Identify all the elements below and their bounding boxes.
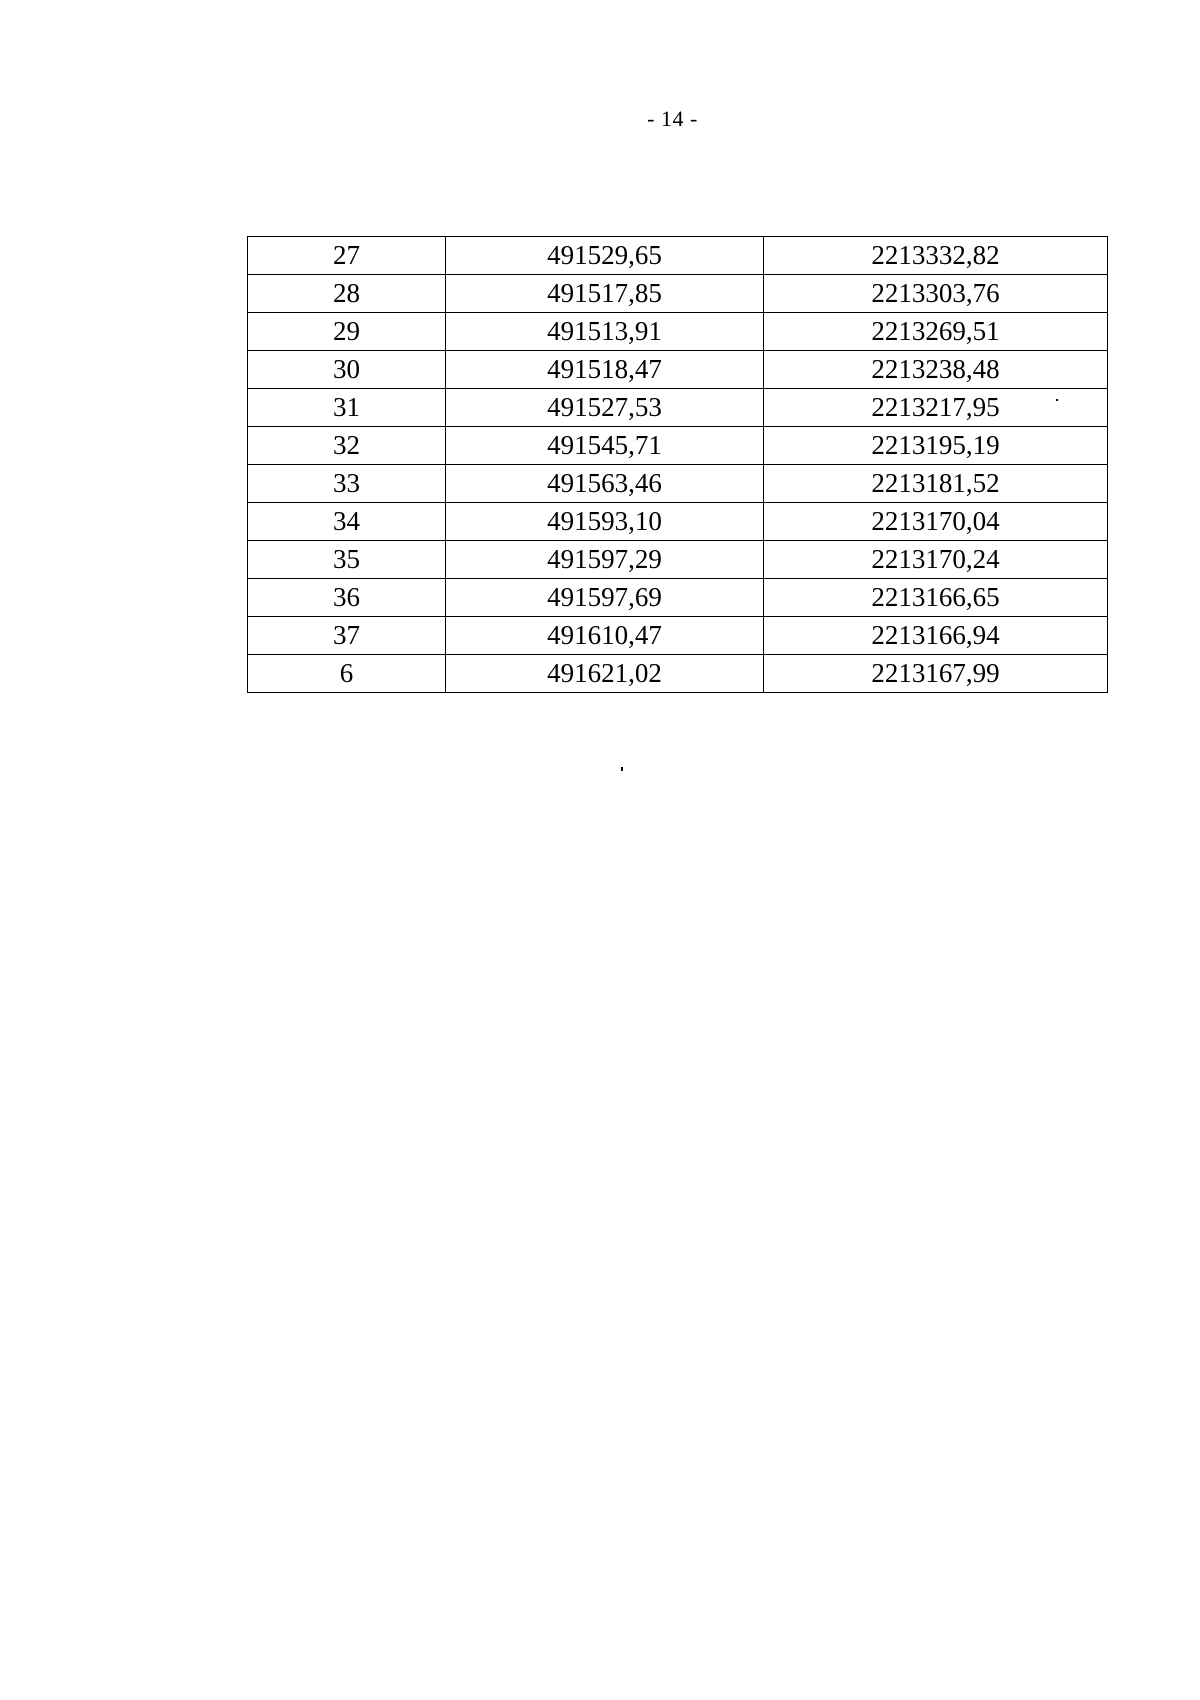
- y-coordinate-cell: 2213269,51: [764, 313, 1108, 351]
- x-coordinate-cell: 491597,69: [446, 579, 764, 617]
- table-row: [248, 351, 1108, 389]
- scan-speck: [621, 767, 623, 771]
- point-number-cell: 35: [248, 541, 446, 579]
- x-coordinate-cell: 491545,71: [446, 427, 764, 465]
- table-row: [248, 275, 1108, 313]
- y-coordinate-cell: 2213167,99: [764, 655, 1108, 693]
- y-coordinate-cell: 2213217,95: [764, 389, 1108, 427]
- coordinates-table-body: [248, 237, 1108, 693]
- y-coordinate-cell: 2213195,19: [764, 427, 1108, 465]
- table-row: [248, 389, 1108, 427]
- point-number-cell: 28: [248, 275, 446, 313]
- point-number-cell: 30: [248, 351, 446, 389]
- point-number-cell: 33: [248, 465, 446, 503]
- y-coordinate-cell: 2213181,52: [764, 465, 1108, 503]
- y-coordinate-cell: 2213303,76: [764, 275, 1108, 313]
- point-number-cell: 27: [248, 237, 446, 275]
- y-coordinate-cell: 2213238,48: [764, 351, 1108, 389]
- table-row: [248, 541, 1108, 579]
- point-number-cell: 37: [248, 617, 446, 655]
- y-coordinate-cell: 2213166,65: [764, 579, 1108, 617]
- x-coordinate-cell: 491527,53: [446, 389, 764, 427]
- coordinates-table: [247, 236, 1108, 693]
- table-row: [248, 427, 1108, 465]
- x-coordinate-cell: 491597,29: [446, 541, 764, 579]
- scan-speck: [1056, 399, 1058, 401]
- table-row: [248, 503, 1108, 541]
- x-coordinate-cell: 491593,10: [446, 503, 764, 541]
- y-coordinate-cell: 2213332,82: [764, 237, 1108, 275]
- x-coordinate-cell: 491529,65: [446, 237, 764, 275]
- page-number: - 14 -: [647, 106, 698, 131]
- point-number-cell: 6: [248, 655, 446, 693]
- table-row: [248, 237, 1108, 275]
- x-coordinate-cell: 491621,02: [446, 655, 764, 693]
- y-coordinate-cell: 2213170,04: [764, 503, 1108, 541]
- point-number-cell: 36: [248, 579, 446, 617]
- x-coordinate-cell: 491563,46: [446, 465, 764, 503]
- table-row: [248, 313, 1108, 351]
- point-number-cell: 32: [248, 427, 446, 465]
- x-coordinate-cell: 491518,47: [446, 351, 764, 389]
- x-coordinate-cell: 491513,91: [446, 313, 764, 351]
- table-row: [248, 655, 1108, 693]
- table-row: [248, 579, 1108, 617]
- y-coordinate-cell: 2213166,94: [764, 617, 1108, 655]
- table-row: [248, 617, 1108, 655]
- point-number-cell: 34: [248, 503, 446, 541]
- y-coordinate-cell: 2213170,24: [764, 541, 1108, 579]
- x-coordinate-cell: 491610,47: [446, 617, 764, 655]
- point-number-cell: 29: [248, 313, 446, 351]
- x-coordinate-cell: 491517,85: [446, 275, 764, 313]
- point-number-cell: 31: [248, 389, 446, 427]
- table-row: [248, 465, 1108, 503]
